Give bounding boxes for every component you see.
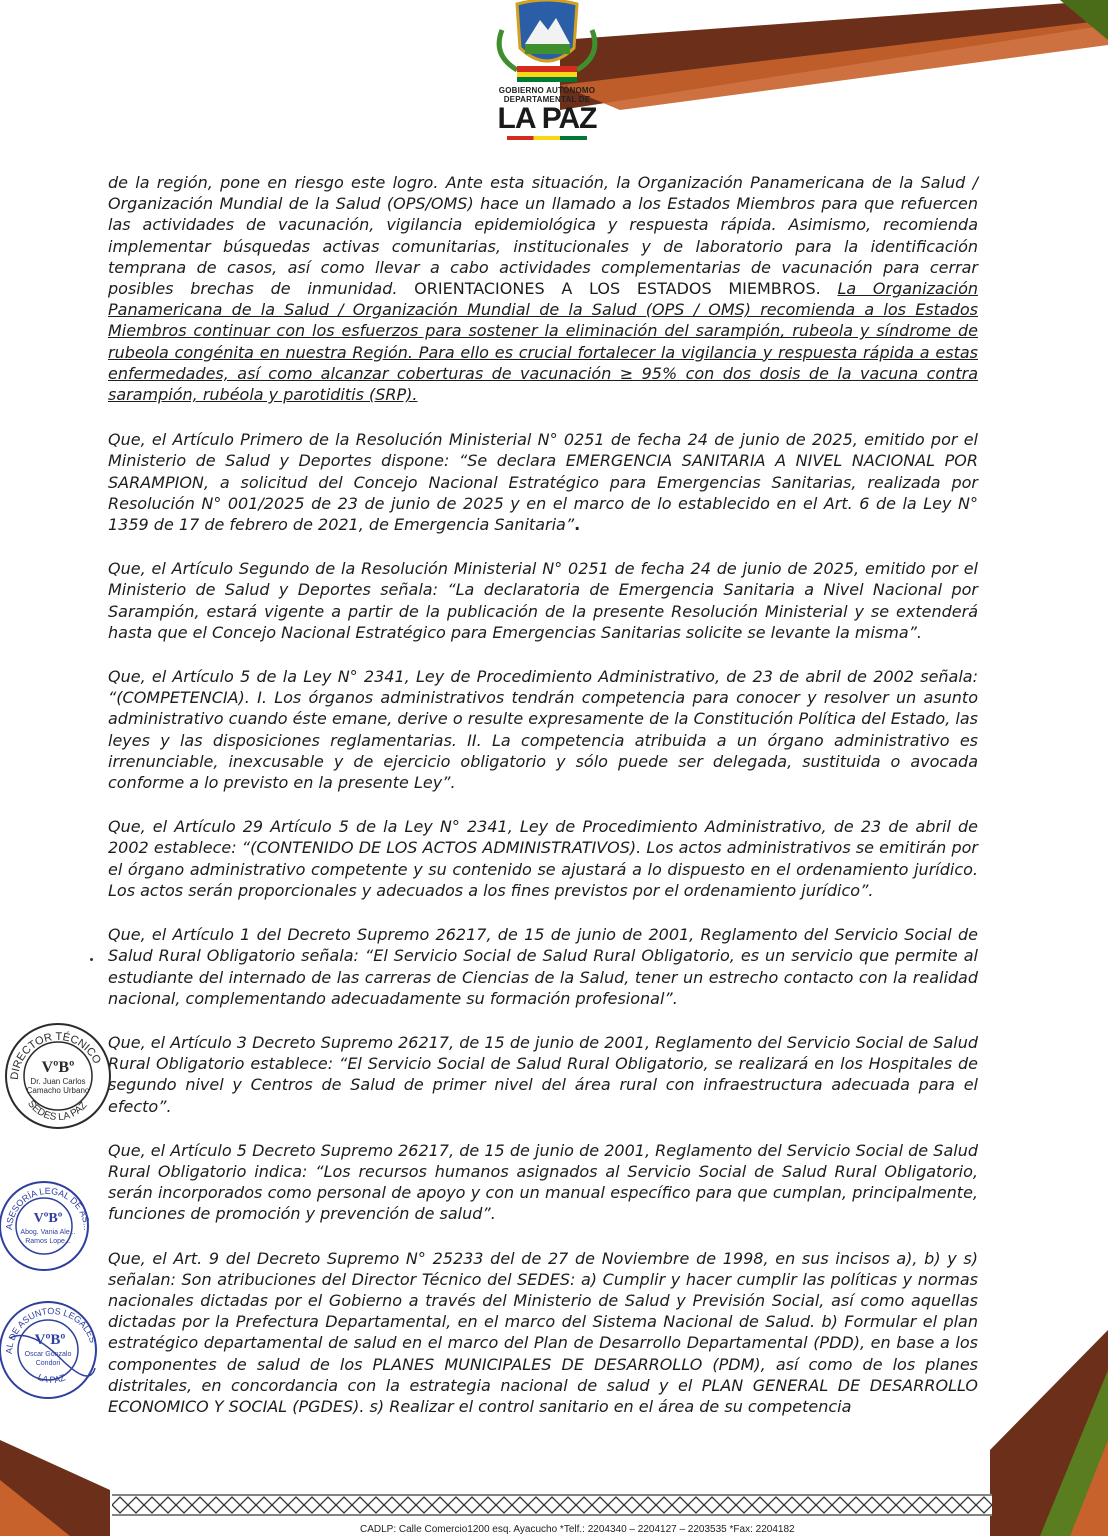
flag-stripe	[507, 136, 587, 140]
svg-text:SEDES LA PAZ	[25, 1098, 89, 1123]
stamp-1-name-2: Camacho Urbano	[26, 1086, 90, 1095]
stamp-3-name-1: Oscar Gonzalo	[24, 1351, 72, 1358]
logo-line-1: GOBIERNO AUTÓNOMO	[498, 86, 596, 95]
stamp-2-ring-top: ASESORÍA LEGAL DE AS...	[3, 1185, 93, 1231]
paragraph-2-end: .	[574, 515, 581, 535]
paragraph-2-text: Que, el Artículo Primero de la Resolución Ministerial N° 0251 de fecha 24 de junio de 2025, emitido por el Ministerio de Salud y Deportes dispone: “Se declara EMERGENCIA SANITARIA A NIVEL NACIONAL POR SARAMPION, a solicitud del Concejo Nacional Estratégico para Emergencias Sanitarias, realizada por Resolución N° 001/2025 de 23 de junio de 2025 y en el marco de lo establecido en el Art. 6 de la Ley N° 1359 de 17 de febrero de 2021, de Emergencia Sanitaria”	[108, 430, 978, 535]
stamp-3-ring-bottom: LA PAZ	[36, 1371, 67, 1385]
asesoria-legal-stamp	[0, 1178, 96, 1274]
footer-pattern-border	[112, 1494, 992, 1516]
logo-title: LA PAZ	[497, 102, 597, 135]
paragraph-6: Que, el Artículo 1 del Decreto Supremo 26217, de 15 de junio de 2001, Reglamento del Servicio Social de Salud Rural Obligatorio señala: “El Servicio Social de Salud Rural Obligatorio, es un servicio que permite al estudiante del internado de las carreras de Ciencias de la Salud, tener un estrecho contacto con la realidad nacional, complementando adecuadamente su formación profesional”.	[108, 925, 978, 1008]
stray-mark	[90, 958, 93, 961]
paragraph-1-heading: ORIENTACIONES A LOS ESTADOS MIEMBROS.	[397, 279, 838, 299]
stamp-2-name-1: Abog. Vania Ale...	[20, 1229, 76, 1236]
paragraph-5: Que, el Artículo 29 Artículo 5 de la Ley N° 2341, Ley de Procedimiento Administrativo, de 23 de abril de 2002 establece: “(CONTENIDO DE LOS ACTOS ADMINISTRATIVOS). Los actos administrativos se emitirán por el órgano administrativo competente y su contenido se ajustará a lo dispuesto en el ordenamiento jurídico. Los actos serán proporcionales y adecuados a los fines previstos por el ordenamiento jurídico”.	[108, 817, 978, 900]
paragraph-8: Que, el Artículo 5 Decreto Supremo 26217, de 15 de junio de 2001, Reglamento del Servicio Social de Salud Rural Obligatorio indica: “Los recursos humanos asignados al Servicio Social de Salud Rural Obligatorio, serán incorporados como personal de apoyo y con un manual específico para que cumplan, principalmente, funciones de promoción y prevención de salud”.	[108, 1140, 978, 1224]
director-tecnico-stamp	[2, 1020, 114, 1132]
paragraph-9: Que, el Art. 9 del Decreto Supremo N° 25233 del de 27 de Noviembre de 1998, en sus incisos a), b) y s) señalan: Son atribuciones del Director Técnico del SEDES: a) Cumplir y hacer cumplir las políticas y normas nacionales dictadas por el Gobierno a través del Ministerio de Salud y Previsión Social, así como aquellas dictadas por la Prefectura Departamental, en el marco del Sistema Nacional de Salud. b) Formular el plan estratégico departamental de salud en el marco del Plan de Desarrollo Departamental (PDD), en base a los componentes de salud de los PLANES MUNICIPALES DE DESARROLLO (PDM), así como de los planes distritales, en concordancia con la estrategia nacional de salud y el PLAN GENERAL DE DESARROLLO ECONOMICO Y SOCIAL (PGDES). s) Realizar el control sanitario en el área de su competencia	[108, 1248, 978, 1416]
footer-address: CADLP: Calle Comercio1200 esq. Ayacucho *Telf.: 2204340 – 2204127 – 2203535 *Fax: 2204182	[360, 1524, 795, 1535]
paragraph-7: Que, el Artículo 3 Decreto Supremo 26217, de 15 de junio de 2001, Reglamento del Servicio Social de Salud Rural Obligatorio establece: “El Servicio Social de Salud Rural Obligatorio, se realizará en los Hospitales de segundo nivel y Centros de Salud de primer nivel del área rural con infraestructura adecuada para el efecto”.	[108, 1032, 978, 1116]
stamp-2-name-2: Ramos Lope...	[25, 1238, 71, 1245]
stamp-1-ring-bottom: SEDES LA PAZ	[25, 1098, 90, 1124]
document-body	[108, 172, 978, 1440]
stamp-3-name-2: Condori	[35, 1360, 61, 1367]
paragraph-1-text: de la región, pone en riesgo este logro. Ante esta situación, la Organización Panamericana de la Salud / Organización Mundial de la Salud (OPS/OMS) hace un llamado a los Estados Miembros para que refuercen las actividades de vacunación, vigilancia epidemiológica y respuesta rápida. Asimismo, recomienda implementar búsquedas activas comunitarias, institucionales y de laboratorio para la identificación temprana de casos, así como llevar a cabo actividades complementarias de vacunación para cerrar posibles brechas de inmunidad.	[108, 173, 978, 299]
institution-logo	[492, 0, 602, 158]
stamp-1-vb: VºBº	[41, 1059, 75, 1076]
stamp-2-vb: VºBº	[33, 1211, 63, 1226]
coat-of-arms-icon	[492, 0, 602, 82]
paragraph-4: Que, el Artículo 5 de la Ley N° 2341, Ley de Procedimiento Administrativo, de 23 de abril de 2002 señala: “(COMPETENCIA). I. Los órganos administrativos tendrán competencia para conocer y resolver un asunto administrativo cuando éste emane, derive o resulte expresamente de la Constitución Política del Estado, las leyes y las disposiciones reglamentarias. II. La competencia atribuida a un órgano administrativo es irrenunciable, inexcusable y de ejercicio obligatorio y sólo puede ser delegada, sustituida o avocada conforme a lo previsto en la presente Ley”.	[108, 667, 978, 793]
logo-line-2: DEPARTAMENTAL DE	[503, 95, 591, 104]
stamp-1-name-1: Dr. Juan Carlos	[30, 1077, 86, 1086]
stamp-3-ring-top: AL DE ASUNTOS LEGALES	[3, 1305, 99, 1355]
paragraph-3: Que, el Artículo Segundo de la Resolución Ministerial N° 0251 de fecha 24 de junio de 2025, emitido por el Ministerio de Salud y Deportes señala: “La declaratoria de Emergencia Sanitaria a Nivel Nacional por Sarampión, estará vigente a partir de la publicación de la presente Resolución Ministerial y se extenderá hasta que el Concejo Nacional Estratégico para Emergencias Sanitarias solicite se levante la misma”.	[108, 559, 978, 642]
paragraph-1-underlined: La Organización Panamericana de la Salud / Organización Mundial de la Salud (OPS / OMS) recomienda a los Estados Miembros continuar con los esfuerzos para sostener la eliminación del sarampión, rubeola y síndrome de rubeola congénita en nuestra Región. Para ello es crucial fortalecer la vigilancia y respuesta rápida a estas enfermedades, así como alcanzar coberturas de vacunación ≥ 95% con dos dosis de la vacuna contra sarampión, rubéola y parotiditis (SRP).	[108, 279, 978, 405]
paragraph-2	[108, 429, 978, 535]
stamp-1-ring-top: DIRECTOR TÉCNICO	[8, 1030, 104, 1081]
paragraph-1	[108, 172, 978, 405]
stamp-3-vb: VºBº	[34, 1332, 66, 1348]
